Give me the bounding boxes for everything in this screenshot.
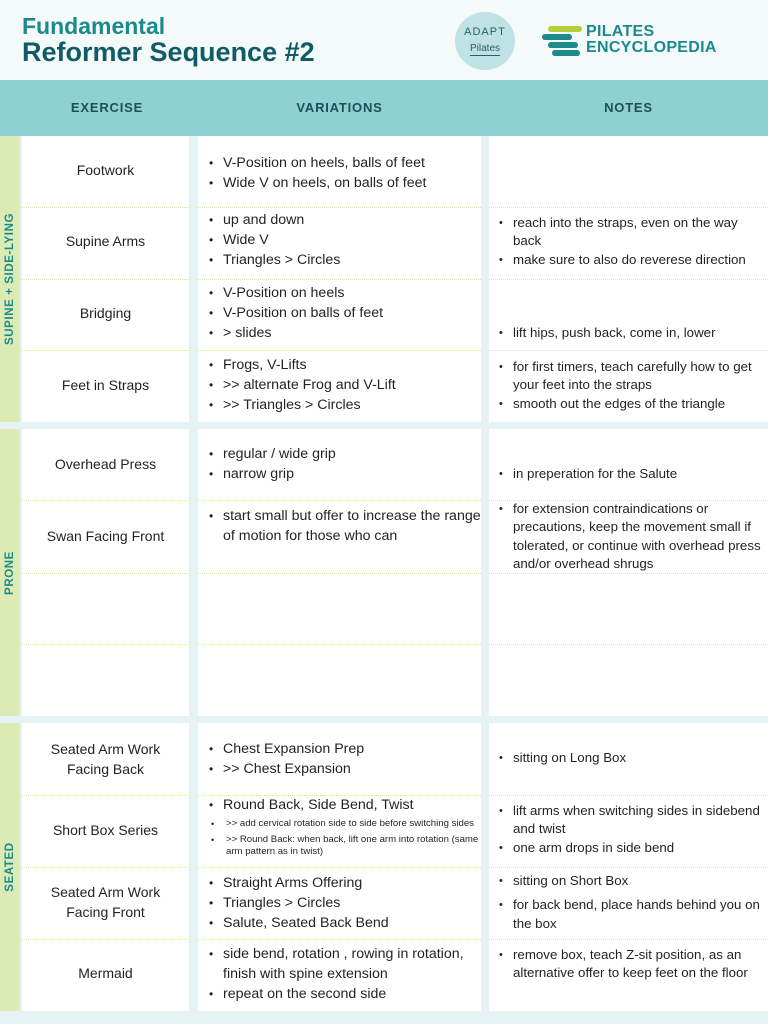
variations-list [206, 153, 481, 193]
adapt-pilates-badge [455, 12, 515, 70]
table-header [0, 80, 768, 136]
row-divider [489, 279, 768, 280]
variation-sub-item: • >> add cervical rotation side to side before switching sides [206, 818, 481, 831]
row-divider [22, 500, 189, 501]
section-label-band [0, 723, 20, 1011]
variation-item: • Salute, Seated Back Bend [206, 913, 481, 933]
variations-list [206, 355, 481, 415]
row-divider [22, 207, 189, 208]
section-label: SUPINE + SIDE-LYING [4, 212, 16, 346]
notes-list [497, 500, 768, 573]
row-divider [489, 207, 768, 208]
note-item: • make sure to also do reverese direction [497, 251, 768, 269]
row-divider [198, 500, 481, 501]
section-label-band [0, 136, 20, 422]
row-divider [22, 867, 189, 868]
notes-list [497, 465, 768, 483]
exercise-name: Bridging [79, 305, 132, 321]
brand-name [586, 24, 717, 56]
exercise-name-line: Facing Front [66, 904, 145, 920]
badge-line-2: Pilates [469, 43, 500, 54]
brand-line-2: ENCYCLOPEDIA [586, 39, 717, 56]
notes-list [497, 749, 768, 767]
variations-list [206, 210, 481, 270]
page-header [0, 0, 768, 80]
note-item: • for extension contraindications or precautions, keep the movement small if tolerated, or continue with overhead press and/or overhead shrugs [497, 500, 768, 573]
note-item: • lift arms when switching sides in sidebend and twist [497, 802, 768, 839]
row-divider [489, 644, 768, 645]
variation-item: • repeat on the second side [206, 984, 481, 1004]
note-item: • for first timers, teach carefully how to get your feet into the straps [497, 358, 768, 395]
note-item: • sitting on Short Box [497, 872, 768, 890]
variations-list [206, 283, 481, 343]
exercise-name-line: Seated Arm Work [50, 884, 161, 900]
row-divider [489, 867, 768, 868]
row-divider [22, 795, 189, 796]
row-divider [198, 207, 481, 208]
row-divider [198, 644, 481, 645]
exercise-name: Mermaid [78, 965, 133, 981]
page-title: Reformer Sequence #2 [22, 37, 315, 67]
variation-item: • >> Chest Expansion [206, 759, 481, 779]
badge-line-1: ADAPT [464, 26, 506, 38]
variation-item: • Wide V on heels, on balls of feet [206, 173, 481, 193]
exercise-name: Supine Arms [65, 233, 146, 249]
variation-item: • V-Position on heels, balls of feet [206, 153, 481, 173]
row-divider [198, 279, 481, 280]
exercise-name [22, 739, 189, 779]
variation-item: • start small but offer to increase the range of motion for those who can [206, 506, 481, 546]
variation-item: • regular / wide grip [206, 444, 481, 464]
note-item: • one arm drops in side bend [497, 839, 768, 857]
variations-list [206, 739, 481, 779]
notes-list [497, 946, 768, 983]
exercise-name: Overhead Press [54, 456, 157, 472]
variations-list [206, 873, 481, 933]
column-header-exercise: EXERCISE [70, 100, 144, 115]
variations-list [206, 795, 481, 861]
notes-list [497, 214, 768, 269]
notes-list [497, 324, 768, 342]
notes-list [497, 802, 768, 857]
row-divider [198, 939, 481, 940]
note-item: • reach into the straps, even on the way back [497, 214, 768, 251]
title-line-1: Fundamental [22, 13, 166, 39]
row-divider [489, 795, 768, 796]
row-divider [198, 350, 481, 351]
note-item: • lift hips, push back, come in, lower [497, 324, 768, 342]
variation-item: • Frogs, V-Lifts [206, 355, 481, 375]
variation-item: • >> alternate Frog and V-Lift [206, 375, 481, 395]
row-divider [489, 350, 768, 351]
variation-item: • V-Position on heels [206, 283, 481, 303]
section-label-band [0, 429, 20, 716]
section-label: SEATED [4, 842, 16, 892]
exercise-name-line: Seated Arm Work [50, 741, 161, 757]
row-divider [198, 573, 481, 574]
exercise-name: Footwork [76, 162, 135, 178]
column-header-notes: NOTES [604, 100, 653, 115]
variation-item: • Triangles > Circles [206, 893, 481, 913]
variation-item: • > slides [206, 323, 481, 343]
row-divider [22, 644, 189, 645]
note-item: • smooth out the edges of the triangle [497, 395, 768, 413]
notes-list [497, 358, 768, 413]
exercise-name: Short Box Series [52, 822, 159, 838]
row-divider [22, 279, 189, 280]
row-divider [489, 939, 768, 940]
variation-item: • Straight Arms Offering [206, 873, 481, 893]
variation-item: • V-Position on balls of feet [206, 303, 481, 323]
note-item: • in preperation for the Salute [497, 465, 768, 483]
variations-list [206, 506, 481, 546]
variation-item: • Wide V [206, 230, 481, 250]
note-item: • sitting on Long Box [497, 749, 768, 767]
exercise-name: Swan Facing Front [46, 528, 165, 544]
variation-item: • Round Back, Side Bend, Twist [206, 795, 481, 815]
variation-item: • >> Triangles > Circles [206, 395, 481, 415]
note-item: • remove box, teach Z-sit position, as an alternative offer to keep feet on the floor [497, 946, 768, 983]
variation-item: • Triangles > Circles [206, 250, 481, 270]
exercise-name [22, 882, 189, 922]
exercise-name-line: Facing Back [66, 761, 145, 777]
variation-item: • Chest Expansion Prep [206, 739, 481, 759]
variation-item: • up and down [206, 210, 481, 230]
exercise-name: Feet in Straps [61, 377, 150, 393]
notes-list [497, 872, 768, 933]
variations-list [206, 944, 481, 1004]
row-divider [22, 573, 189, 574]
variation-item: • narrow grip [206, 464, 481, 484]
column-header-variations: VARIATIONS [296, 100, 383, 115]
row-divider [22, 939, 189, 940]
note-item: • for back bend, place hands behind you on the box [497, 896, 768, 933]
row-divider [198, 867, 481, 868]
variations-list [206, 444, 481, 484]
variation-item: • side bend, rotation , rowing in rotation, finish with spine extension [206, 944, 481, 984]
section-label: PRONE [4, 550, 16, 595]
brand-line-1: PILATES [586, 23, 655, 40]
row-divider [22, 350, 189, 351]
pilates-encyclopedia-logo-icon [542, 26, 582, 56]
variation-sub-item: • >> Round Back: when back, lift one arm into rotation (same arm pattern as in twist) [206, 834, 481, 859]
